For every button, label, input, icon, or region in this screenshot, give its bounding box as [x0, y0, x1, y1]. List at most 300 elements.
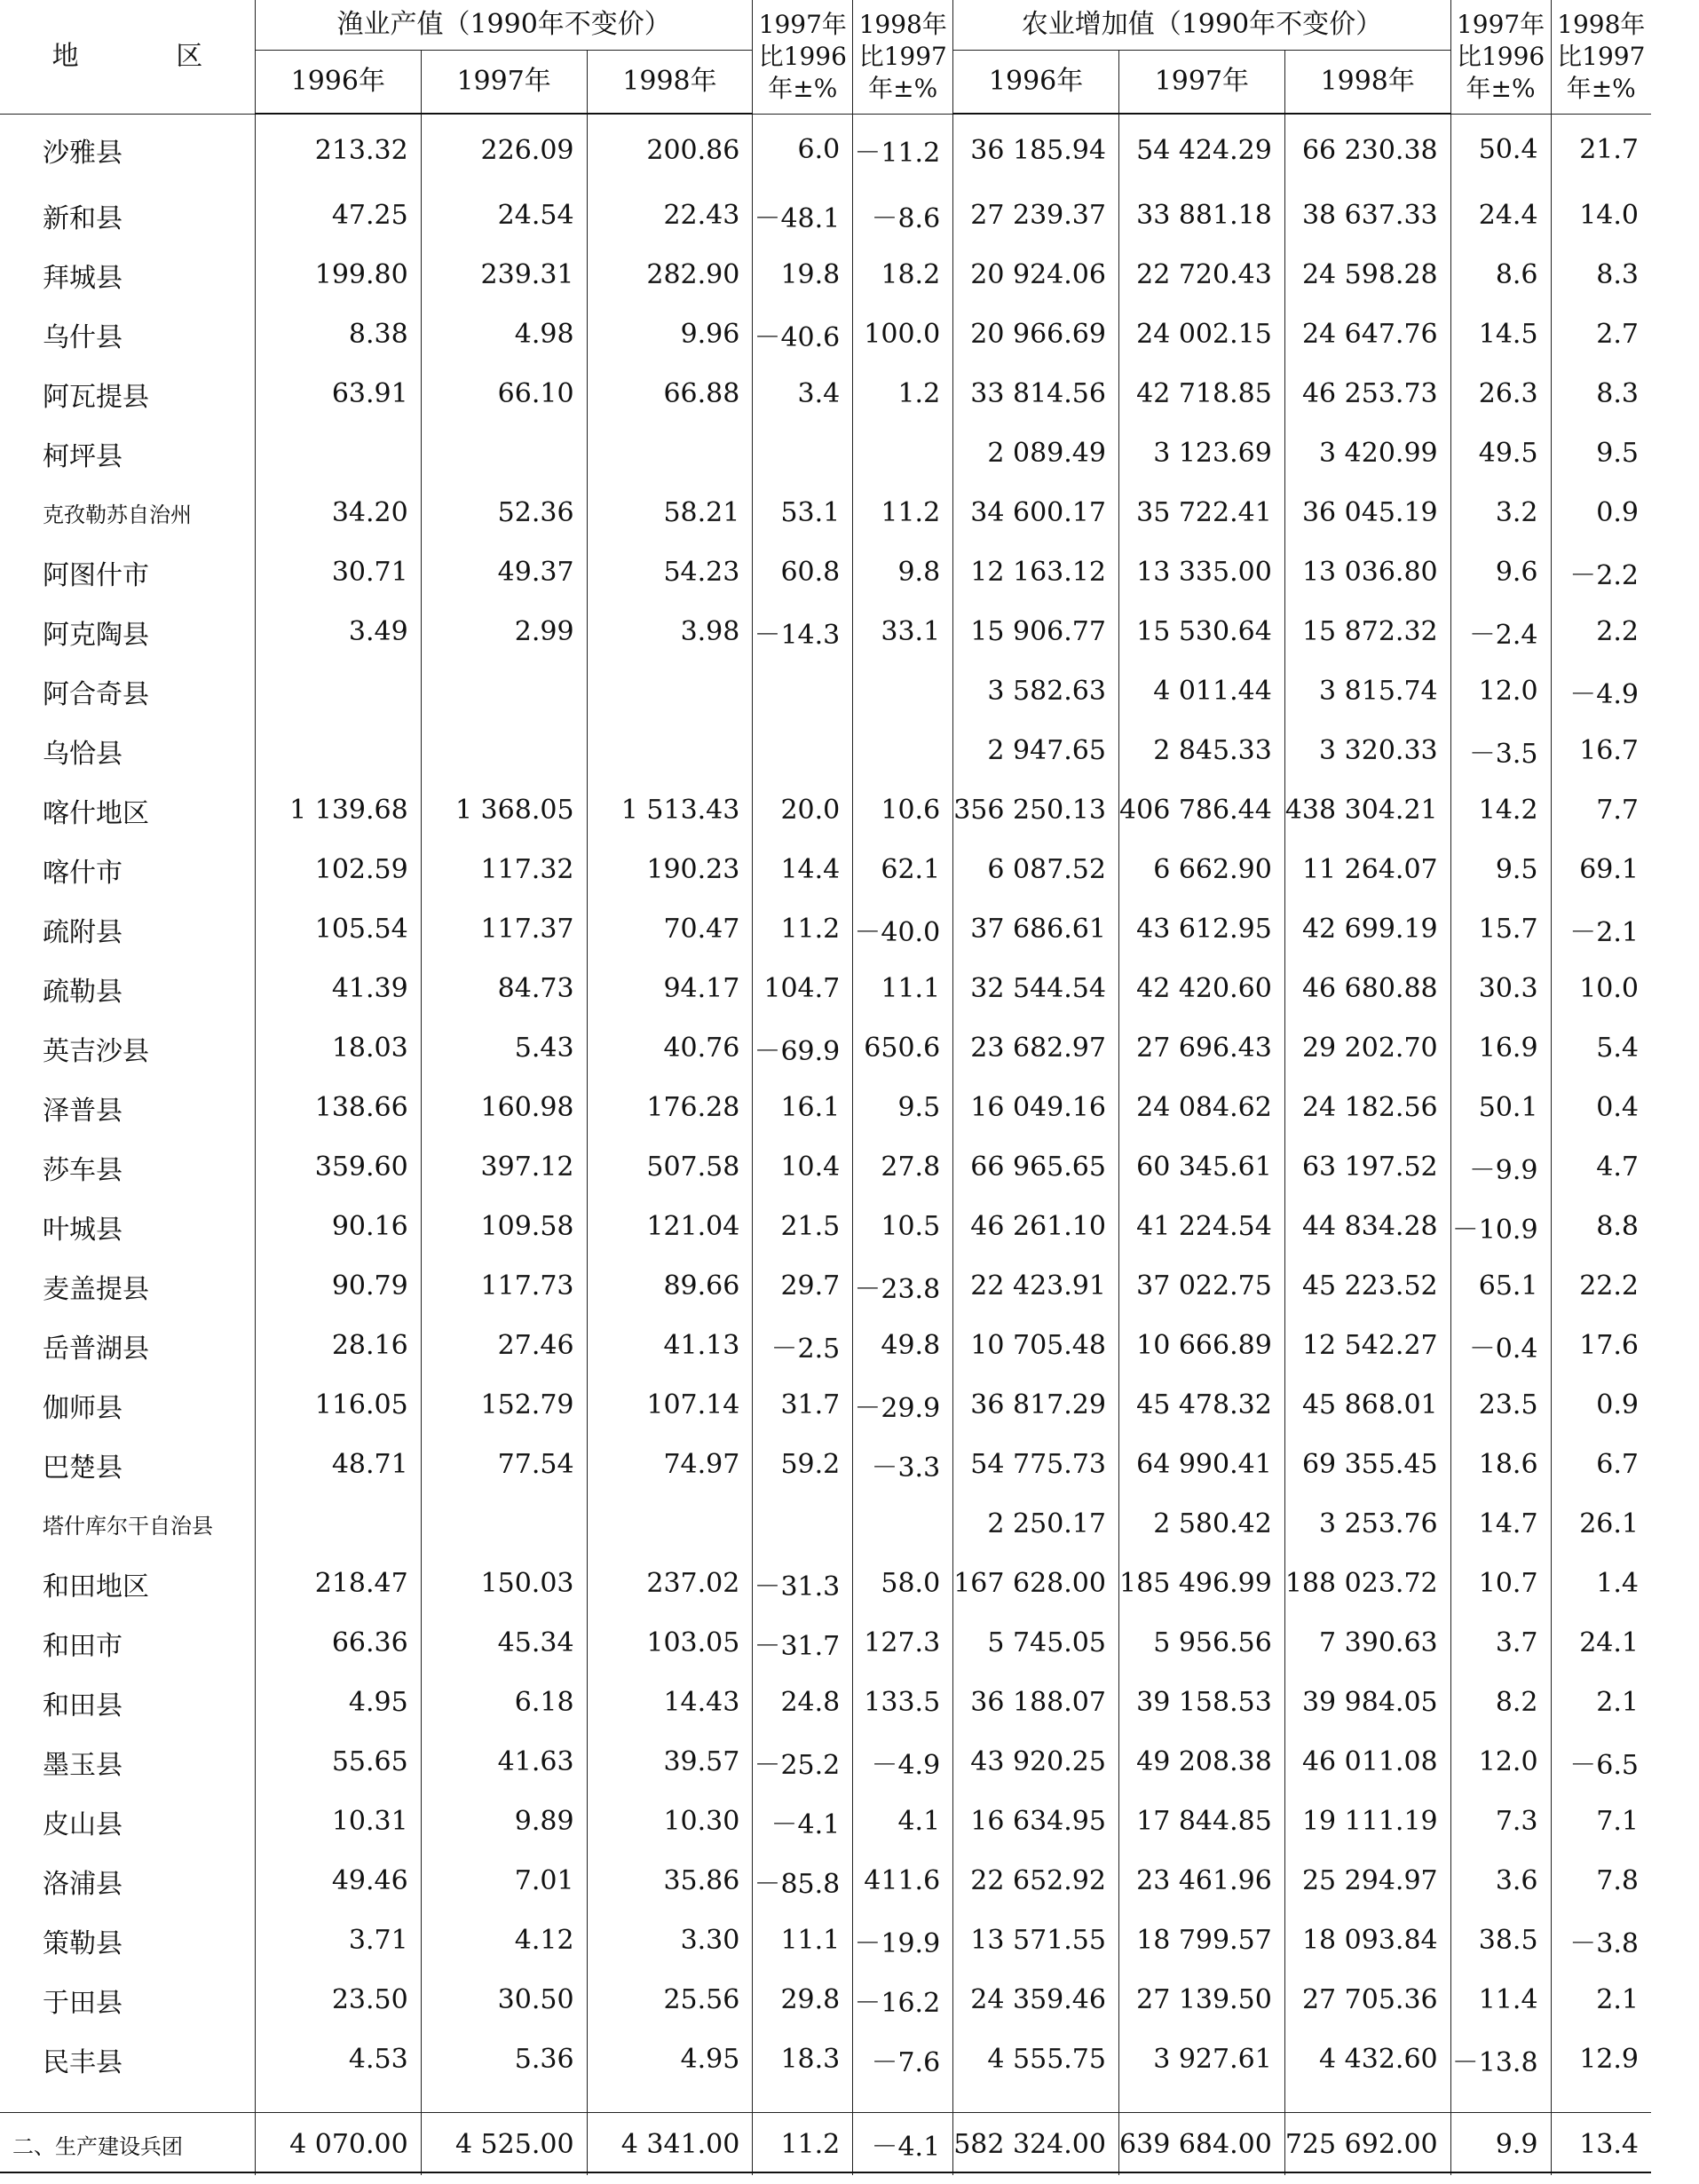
- fishery-pct-97-96-cell: 14.4: [753, 840, 853, 899]
- agri-1996-cell: 2 089.49: [953, 423, 1119, 483]
- fishery-1997-cell: 45.34: [421, 1613, 587, 1673]
- agri-1997-cell: 37 022.75: [1118, 1256, 1284, 1316]
- region-name-cell: 乌什县: [43, 321, 122, 353]
- fishery-1998-cell: 507.58: [587, 1137, 753, 1197]
- fishery-1998-cell: 58.21: [587, 483, 753, 542]
- agri-pct-98-97-cell: 2.2: [1551, 602, 1651, 661]
- agri-1998-cell: 45 868.01: [1284, 1375, 1450, 1435]
- agri-1997-cell: 54 424.29: [1118, 114, 1284, 186]
- agri-pct-98-97-cell: 6.7: [1551, 1435, 1651, 1494]
- fishery-1997-cell: 117.37: [421, 899, 587, 959]
- spacer-row: [0, 2089, 1651, 2113]
- table-row: [0, 305, 1651, 364]
- fishery-1998-cell: 94.17: [587, 959, 753, 1018]
- fishery-1998-cell: [587, 1494, 753, 1554]
- agri-pct-97-96-cell: 16.9: [1450, 1018, 1551, 1078]
- fishery-pct-97-96-cell: 104.7: [753, 959, 853, 1018]
- fishery-1997-cell: 1 368.05: [421, 780, 587, 840]
- agri-pct-98-97-cell: 69.1: [1551, 840, 1651, 899]
- fishery-1998-cell: 176.28: [587, 1078, 753, 1137]
- agri-pct-97-96-cell: 38.5: [1450, 1911, 1551, 1970]
- region-name-cell: 阿克陶县: [43, 619, 149, 651]
- agri-1997-cell: 6 662.90: [1118, 840, 1284, 899]
- agri-1997-cell: 3 927.61: [1118, 2030, 1284, 2089]
- fishery-1997-cell: 109.58: [421, 1197, 587, 1256]
- fishery-pct-98-97-cell: －16.2: [853, 1970, 953, 2030]
- table-row: [0, 1375, 1651, 1435]
- fishery-pct-97-96-cell: －69.9: [753, 1018, 853, 1078]
- table-row: [0, 899, 1651, 959]
- fishery-1998-cell: 3.98: [587, 602, 753, 661]
- fishery-pct-98-97-cell: 49.8: [853, 1316, 953, 1375]
- agri-1997-cell: 42 718.85: [1118, 364, 1284, 423]
- fishery-1997-cell: [421, 423, 587, 483]
- fishery-pct-97-96-cell: －2.5: [753, 1316, 853, 1375]
- region-name-cell: 和田市: [43, 1630, 122, 1662]
- agri-pct-97-96-cell: 7.3: [1450, 1792, 1551, 1851]
- agri-1997-cell: 64 990.41: [1118, 1435, 1284, 1494]
- agri-1998-cell: 3 253.76: [1284, 1494, 1450, 1554]
- agri-pct-97-96-cell: 18.6: [1450, 1435, 1551, 1494]
- fishery-1997-cell: 7.01: [421, 1851, 587, 1911]
- agri-1996-cell: 23 682.97: [953, 1018, 1119, 1078]
- agri-1996-cell: 16 634.95: [953, 1792, 1119, 1851]
- table-row: [0, 1494, 1651, 1554]
- table-row: [0, 1078, 1651, 1137]
- fishery-1996-cell: 102.59: [255, 840, 421, 899]
- spacer-cell: [255, 2089, 421, 2113]
- agri-1997-cell: 60 345.61: [1118, 1137, 1284, 1197]
- region-name-cell: 泽普县: [43, 1095, 122, 1127]
- fishery-pct-98-97-cell: 10.5: [853, 1197, 953, 1256]
- fishery-1997-cell: 27.46: [421, 1316, 587, 1375]
- agri-1997-cell: 27 139.50: [1118, 1970, 1284, 2030]
- table-row: [0, 364, 1651, 423]
- fishery-1996-cell: 213.32: [255, 114, 421, 186]
- fishery-1996-cell: 28.16: [255, 1316, 421, 1375]
- agri-1998-cell: 45 223.52: [1284, 1256, 1450, 1316]
- fishery-pct-97-96-header: 1997年比1996年±%: [753, 0, 853, 114]
- fishery-1996-cell: 4.95: [255, 1673, 421, 1732]
- fishery-1997-cell: 150.03: [421, 1554, 587, 1613]
- fishery-pct-98-97-header: 1998年比1997年±%: [853, 0, 953, 114]
- spacer-cell: [1551, 2089, 1651, 2113]
- agri-1996-cell: 2 250.17: [953, 1494, 1119, 1554]
- fishery-pct-98-97-cell: －7.6: [853, 2030, 953, 2089]
- region-name-cell: 和田县: [43, 1689, 122, 1721]
- agri-1998-cell: 66 230.38: [1284, 114, 1450, 186]
- fishery-pct-97-96-cell: 10.4: [753, 1137, 853, 1197]
- spacer-cell: [1118, 2089, 1284, 2113]
- fishery-1998-cell: 107.14: [587, 1375, 753, 1435]
- region-name-cell: 岳普湖县: [43, 1333, 149, 1365]
- agri-pct-97-96-header: 1997年比1996年±%: [1450, 0, 1551, 114]
- agri-pct-97-96-cell: 9.6: [1450, 542, 1551, 602]
- agri-pct-98-97-cell: 17.6: [1551, 1316, 1651, 1375]
- agri-1996-cell: 36 817.29: [953, 1375, 1119, 1435]
- fishery-1996-cell: 199.80: [255, 245, 421, 305]
- agri-pct-97-96-cell: －0.4: [1450, 1316, 1551, 1375]
- table-row: [0, 1018, 1651, 1078]
- fishery-1998-cell: 70.47: [587, 899, 753, 959]
- region-name-cell: 二、生产建设兵团: [0, 2113, 255, 2176]
- agri-pct-98-97-cell: －4.9: [1551, 661, 1651, 721]
- agri-pct-97-96-cell: 14.2: [1450, 780, 1551, 840]
- agri-1996-cell: 12 163.12: [953, 542, 1119, 602]
- agri-1998-cell: 24 598.28: [1284, 245, 1450, 305]
- fishery-output-header: 渔业产值（1990年不变价）: [255, 0, 752, 51]
- agri-1998-cell: 3 320.33: [1284, 721, 1450, 780]
- fishery-1998-cell: 10.30: [587, 1792, 753, 1851]
- agri-1996-cell: 36 188.07: [953, 1673, 1119, 1732]
- region-name-cell: 策勒县: [43, 1927, 122, 1959]
- agri-pct-98-97-cell: 2.7: [1551, 305, 1651, 364]
- agri-1997-cell: 406 786.44: [1118, 780, 1284, 840]
- agri-1998-cell: 19 111.19: [1284, 1792, 1450, 1851]
- fishery-pct-97-96-cell: －40.6: [753, 305, 853, 364]
- agri-pct-98-97-cell: 14.0: [1551, 186, 1651, 245]
- fishery-1997-cell: 160.98: [421, 1078, 587, 1137]
- agri-1998-cell: 46 680.88: [1284, 959, 1450, 1018]
- spacer-cell: [953, 2089, 1119, 2113]
- fishery-1996-cell: 66.36: [255, 1613, 421, 1673]
- fishery-1997-cell: 5.36: [421, 2030, 587, 2089]
- agri-1997-cell: 13 335.00: [1118, 542, 1284, 602]
- fishery-1998-cell: 1 513.43: [587, 780, 753, 840]
- agri-pct-98-97-cell: 24.1: [1551, 1613, 1651, 1673]
- agri-pct-97-96-cell: －10.9: [1450, 1197, 1551, 1256]
- table-row: [0, 2030, 1651, 2089]
- fishery-pct-97-96-cell: 29.8: [753, 1970, 853, 2030]
- agri-pct-97-96-cell: 24.4: [1450, 186, 1551, 245]
- fishery-pct-98-97-cell: 11.2: [853, 483, 953, 542]
- fishery-1996-cell: 18.03: [255, 1018, 421, 1078]
- fishery-1996-cell: [255, 661, 421, 721]
- agri-pct-98-97-cell: －2.1: [1551, 899, 1651, 959]
- agri-1998-cell: 38 637.33: [1284, 186, 1450, 245]
- agri-1997-cell: 42 420.60: [1118, 959, 1284, 1018]
- agri-1997-cell: 49 208.38: [1118, 1732, 1284, 1792]
- agri-1998-cell: 46 011.08: [1284, 1732, 1450, 1792]
- agri-pct-98-97-header: 1998年比1997年±%: [1551, 0, 1651, 114]
- fishery-1998-header: 1998年: [587, 51, 753, 115]
- fishery-1997-cell: 5.43: [421, 1018, 587, 1078]
- agri-pct-97-96-cell: 50.4: [1450, 114, 1551, 186]
- fishery-1997-cell: 4.12: [421, 1911, 587, 1970]
- agri-pct-97-96-cell: 12.0: [1450, 1732, 1551, 1792]
- agri-pct-97-96-cell: 11.4: [1450, 1970, 1551, 2030]
- agri-pct-97-96-cell: －2.4: [1450, 602, 1551, 661]
- fishery-1997-cell: 41.63: [421, 1732, 587, 1792]
- table-row: [0, 1613, 1651, 1673]
- region-name-cell: 克孜勒苏自治州: [43, 502, 192, 527]
- fishery-pct-98-97-cell: [853, 661, 953, 721]
- agri-1996-cell: 167 628.00: [953, 1554, 1119, 1613]
- agri-1997-cell: 639 684.00: [1118, 2113, 1284, 2176]
- agri-1998-cell: 3 815.74: [1284, 661, 1450, 721]
- table-row: [0, 114, 1651, 186]
- fishery-pct-97-96-cell: [753, 721, 853, 780]
- region-name-cell: 皮山县: [43, 1808, 122, 1840]
- fishery-1998-cell: 22.43: [587, 186, 753, 245]
- table-row: [0, 661, 1651, 721]
- fishery-1996-cell: 34.20: [255, 483, 421, 542]
- fishery-pct-97-96-cell: 16.1: [753, 1078, 853, 1137]
- fishery-1998-cell: [587, 423, 753, 483]
- agri-1996-cell: 5 745.05: [953, 1613, 1119, 1673]
- agri-pct-97-96-cell: 8.6: [1450, 245, 1551, 305]
- fishery-pct-97-96-cell: 3.4: [753, 364, 853, 423]
- fishery-1998-cell: 4.95: [587, 2030, 753, 2089]
- agri-pct-98-97-cell: 7.1: [1551, 1792, 1651, 1851]
- fishery-pct-97-96-cell: 60.8: [753, 542, 853, 602]
- fishery-1997-cell: 6.18: [421, 1673, 587, 1732]
- fishery-1997-cell: 397.12: [421, 1137, 587, 1197]
- agri-1998-cell: 69 355.45: [1284, 1435, 1450, 1494]
- table-row: [0, 1256, 1651, 1316]
- agri-1997-cell: 43 612.95: [1118, 899, 1284, 959]
- agri-pct-98-97-cell: 12.9: [1551, 2030, 1651, 2089]
- fishery-pct-98-97-cell: 9.8: [853, 542, 953, 602]
- fishery-1997-header: 1997年: [421, 51, 587, 115]
- agri-1996-header: 1996年: [953, 51, 1119, 115]
- fishery-pct-98-97-cell: 27.8: [853, 1137, 953, 1197]
- fishery-pct-97-96-cell: 20.0: [753, 780, 853, 840]
- agri-1997-cell: 45 478.32: [1118, 1375, 1284, 1435]
- agri-pct-98-97-cell: 2.1: [1551, 1970, 1651, 2030]
- fishery-1998-cell: 200.86: [587, 114, 753, 186]
- agri-pct-98-97-cell: 21.7: [1551, 114, 1651, 186]
- agri-1998-header: 1998年: [1284, 51, 1450, 115]
- agri-1996-cell: 24 359.46: [953, 1970, 1119, 2030]
- agri-1997-cell: 22 720.43: [1118, 245, 1284, 305]
- agri-1998-cell: 4 432.60: [1284, 2030, 1450, 2089]
- agri-1996-cell: 4 555.75: [953, 2030, 1119, 2089]
- fishery-1997-cell: 24.54: [421, 186, 587, 245]
- agri-1996-cell: 32 544.54: [953, 959, 1119, 1018]
- spacer-cell: [753, 2089, 853, 2113]
- fishery-pct-98-97-cell: 11.1: [853, 959, 953, 1018]
- fishery-pct-97-96-cell: 24.8: [753, 1673, 853, 1732]
- fishery-1996-cell: 116.05: [255, 1375, 421, 1435]
- spacer-cell: [0, 2089, 255, 2113]
- fishery-1997-cell: 49.37: [421, 542, 587, 602]
- fishery-1996-cell: 30.71: [255, 542, 421, 602]
- agri-pct-98-97-cell: 13.4: [1551, 2113, 1651, 2176]
- agri-1996-cell: 10 705.48: [953, 1316, 1119, 1375]
- fishery-1998-cell: 14.43: [587, 1673, 753, 1732]
- table-row: [0, 1673, 1651, 1732]
- agri-1996-cell: 582 324.00: [953, 2113, 1119, 2176]
- agri-pct-98-97-cell: 2.1: [1551, 1673, 1651, 1732]
- fishery-1996-cell: 1 139.68: [255, 780, 421, 840]
- region-name-cell: 乌恰县: [43, 738, 122, 770]
- spacer-cell: [1284, 2089, 1450, 2113]
- fishery-1998-cell: 4 341.00: [587, 2113, 753, 2176]
- agri-1997-cell: 24 084.62: [1118, 1078, 1284, 1137]
- agri-value-added-header: 农业增加值（1990年不变价）: [953, 0, 1450, 51]
- fishery-pct-98-97-cell: 9.5: [853, 1078, 953, 1137]
- fishery-1998-cell: 89.66: [587, 1256, 753, 1316]
- agri-1997-cell: 2 580.42: [1118, 1494, 1284, 1554]
- total-row: [0, 2113, 1651, 2176]
- fishery-pct-98-97-cell: 650.6: [853, 1018, 953, 1078]
- table-row: [0, 1554, 1651, 1613]
- region-name-cell: 洛浦县: [43, 1868, 122, 1900]
- agri-1997-cell: 5 956.56: [1118, 1613, 1284, 1673]
- agri-pct-97-96-cell: 9.9: [1450, 2113, 1551, 2176]
- fishery-1996-cell: [255, 423, 421, 483]
- table-row: [0, 1197, 1651, 1256]
- agri-1997-cell: 4 011.44: [1118, 661, 1284, 721]
- region-name-cell: 伽师县: [43, 1392, 122, 1424]
- agri-1997-cell: 39 158.53: [1118, 1673, 1284, 1732]
- table-row: [0, 423, 1651, 483]
- region-name-cell: 民丰县: [43, 2046, 122, 2078]
- agri-1997-cell: 33 881.18: [1118, 186, 1284, 245]
- fishery-1998-cell: [587, 661, 753, 721]
- fishery-1996-cell: 23.50: [255, 1970, 421, 2030]
- agri-1998-cell: 15 872.32: [1284, 602, 1450, 661]
- region-name-cell: 新和县: [43, 202, 122, 234]
- fishery-1998-cell: 40.76: [587, 1018, 753, 1078]
- region-name-cell: 喀什地区: [43, 797, 149, 829]
- fishery-1996-cell: 47.25: [255, 186, 421, 245]
- agri-pct-98-97-cell: 4.7: [1551, 1137, 1651, 1197]
- table-row: [0, 1911, 1651, 1970]
- agri-1997-cell: 35 722.41: [1118, 483, 1284, 542]
- fishery-1996-cell: 41.39: [255, 959, 421, 1018]
- fishery-pct-97-96-cell: 31.7: [753, 1375, 853, 1435]
- fishery-1996-cell: 90.16: [255, 1197, 421, 1256]
- agri-pct-97-96-cell: 23.5: [1450, 1375, 1551, 1435]
- agri-1998-cell: 27 705.36: [1284, 1970, 1450, 2030]
- fishery-1998-cell: 237.02: [587, 1554, 753, 1613]
- table-row: [0, 245, 1651, 305]
- region-name-cell: 拜城县: [43, 262, 122, 294]
- fishery-1996-cell: 3.71: [255, 1911, 421, 1970]
- agri-pct-97-96-cell: 3.7: [1450, 1613, 1551, 1673]
- fishery-pct-97-96-cell: －48.1: [753, 186, 853, 245]
- fishery-pct-98-97-cell: 10.6: [853, 780, 953, 840]
- agri-1996-cell: 3 582.63: [953, 661, 1119, 721]
- fishery-pct-97-96-cell: 6.0: [753, 114, 853, 186]
- agri-pct-98-97-cell: －6.5: [1551, 1732, 1651, 1792]
- fishery-1997-cell: [421, 1494, 587, 1554]
- fishery-1997-cell: [421, 661, 587, 721]
- agri-1998-cell: 44 834.28: [1284, 1197, 1450, 1256]
- agri-pct-97-96-cell: 9.5: [1450, 840, 1551, 899]
- fishery-pct-98-97-cell: [853, 721, 953, 780]
- fishery-1998-cell: 74.97: [587, 1435, 753, 1494]
- table-row: [0, 186, 1651, 245]
- fishery-1996-cell: 90.79: [255, 1256, 421, 1316]
- fishery-1996-cell: 4.53: [255, 2030, 421, 2089]
- fishery-1998-cell: 25.56: [587, 1970, 753, 2030]
- table-row: [0, 1851, 1651, 1911]
- agri-1996-cell: 16 049.16: [953, 1078, 1119, 1137]
- fishery-1997-cell: 9.89: [421, 1792, 587, 1851]
- agri-1998-cell: 18 093.84: [1284, 1911, 1450, 1970]
- agri-1996-cell: 22 423.91: [953, 1256, 1119, 1316]
- agri-1998-cell: 36 045.19: [1284, 483, 1450, 542]
- table-row: [0, 1137, 1651, 1197]
- table-row: [0, 1732, 1651, 1792]
- table-row: [0, 721, 1651, 780]
- fishery-1997-cell: 2.99: [421, 602, 587, 661]
- fishery-pct-98-97-cell: 1.2: [853, 364, 953, 423]
- region-name-cell: 阿瓦提县: [43, 381, 149, 413]
- fishery-1997-cell: 66.10: [421, 364, 587, 423]
- fishery-pct-98-97-cell: 411.6: [853, 1851, 953, 1911]
- region-name-cell: 喀什市: [43, 857, 122, 889]
- region-name-cell: 英吉沙县: [43, 1035, 149, 1067]
- fishery-pct-98-97-cell: 127.3: [853, 1613, 953, 1673]
- agri-1998-cell: 13 036.80: [1284, 542, 1450, 602]
- agri-pct-97-96-cell: －13.8: [1450, 2030, 1551, 2089]
- fishery-1996-cell: 48.71: [255, 1435, 421, 1494]
- fishery-1998-cell: 190.23: [587, 840, 753, 899]
- fishery-1997-cell: 239.31: [421, 245, 587, 305]
- agri-1996-cell: 54 775.73: [953, 1435, 1119, 1494]
- fishery-1998-cell: [587, 721, 753, 780]
- table-row: [0, 602, 1651, 661]
- spacer-cell: [853, 2089, 953, 2113]
- fishery-1996-cell: [255, 721, 421, 780]
- region-name-cell: 疏附县: [43, 916, 122, 948]
- fishery-1998-cell: 39.57: [587, 1732, 753, 1792]
- fishery-pct-97-96-cell: 29.7: [753, 1256, 853, 1316]
- fishery-1996-cell: 63.91: [255, 364, 421, 423]
- agri-1998-cell: 24 182.56: [1284, 1078, 1450, 1137]
- fishery-1997-cell: 4.98: [421, 305, 587, 364]
- agri-1996-cell: 33 814.56: [953, 364, 1119, 423]
- fishery-pct-97-96-cell: 53.1: [753, 483, 853, 542]
- region-name-cell: 沙雅县: [43, 137, 122, 169]
- fishery-1998-cell: 9.96: [587, 305, 753, 364]
- agri-1996-cell: 20 924.06: [953, 245, 1119, 305]
- agri-1997-cell: 41 224.54: [1118, 1197, 1284, 1256]
- agri-1996-cell: 46 261.10: [953, 1197, 1119, 1256]
- fishery-1996-cell: 55.65: [255, 1732, 421, 1792]
- fishery-pct-97-96-cell: [753, 1494, 853, 1554]
- agri-pct-98-97-cell: 8.3: [1551, 245, 1651, 305]
- fishery-pct-98-97-cell: －8.6: [853, 186, 953, 245]
- fishery-pct-98-97-cell: －40.0: [853, 899, 953, 959]
- agri-pct-98-97-cell: 16.7: [1551, 721, 1651, 780]
- fishery-1997-cell: 84.73: [421, 959, 587, 1018]
- region-name-cell: 阿图什市: [43, 559, 149, 591]
- fishery-1996-cell: 4 070.00: [255, 2113, 421, 2176]
- fishery-pct-97-96-cell: [753, 661, 853, 721]
- agri-1998-cell: 725 692.00: [1284, 2113, 1450, 2176]
- agri-1997-cell: 2 845.33: [1118, 721, 1284, 780]
- table-header: [0, 0, 1651, 114]
- agri-1996-cell: 36 185.94: [953, 114, 1119, 186]
- region-name-cell: 叶城县: [43, 1214, 122, 1246]
- agri-pct-98-97-cell: －2.2: [1551, 542, 1651, 602]
- agri-pct-98-97-cell: －3.8: [1551, 1911, 1651, 1970]
- fishery-pct-97-96-cell: －85.8: [753, 1851, 853, 1911]
- fishery-pct-98-97-cell: －29.9: [853, 1375, 953, 1435]
- fishery-pct-98-97-cell: 33.1: [853, 602, 953, 661]
- fishery-1996-cell: 10.31: [255, 1792, 421, 1851]
- table-body: [0, 114, 1651, 2175]
- fishery-pct-98-97-cell: 133.5: [853, 1673, 953, 1732]
- agri-1997-header: 1997年: [1118, 51, 1284, 115]
- spacer-cell: [1450, 2089, 1551, 2113]
- agri-1996-cell: 37 686.61: [953, 899, 1119, 959]
